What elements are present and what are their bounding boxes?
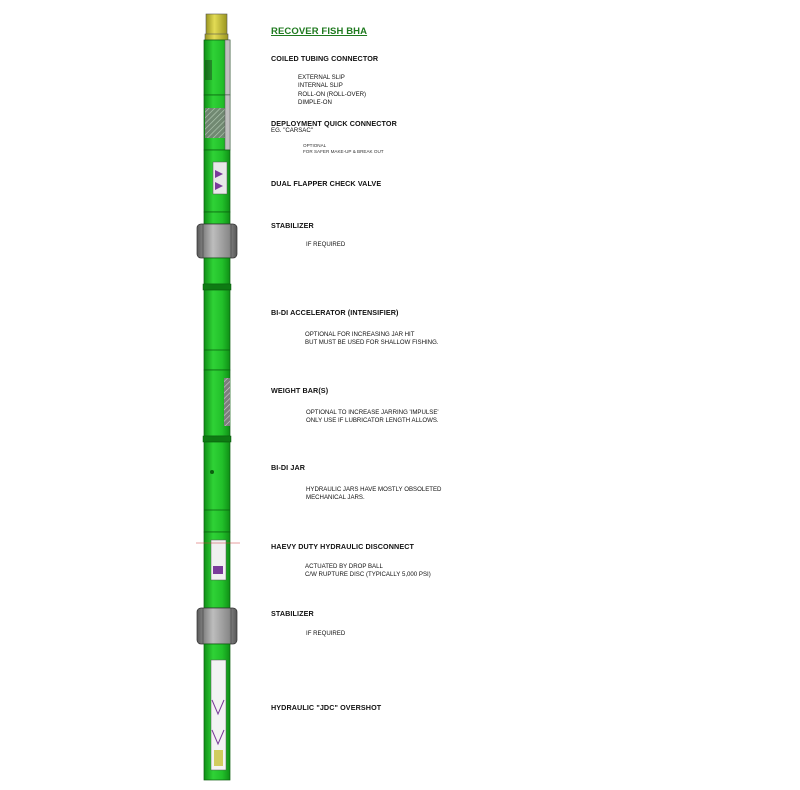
component-label: HYDRAULIC "JDC" OVERSHOT [271,703,382,712]
bi-di-accelerator-body [203,284,231,370]
stabilizer-lower [197,608,237,644]
coiled-tubing-connector-body [204,40,230,95]
top-fishing-neck [205,14,228,40]
component-note: OPTIONAL FOR INCREASING JAR HIT BUT MUST BE USED FOR SHALLOW FISHING. [305,331,439,347]
diagram-title: RECOVER FISH BHA [271,26,368,37]
jdc-overshot-body [204,644,230,780]
component-label: DUAL FLAPPER CHECK VALVE [271,179,382,188]
deployment-quick-connector-body [204,95,230,150]
weight-bar-body [203,370,231,442]
component-label: BI-DI JAR [271,463,306,472]
component-label: WEIGHT BAR(S) [271,386,329,395]
component-label: DEPLOYMENT QUICK CONNECTOR [271,119,397,128]
component-note: IF REQUIRED [306,630,346,637]
component-label: COILED TUBING CONNECTOR [271,54,379,63]
component-label: STABILIZER [271,221,314,230]
component-note: IF REQUIRED [306,241,346,248]
component-note: EXTERNAL SLIP INTERNAL SLIP ROLL-ON (ROLL-OVER) DIMPLE-ON [298,74,367,107]
dual-flapper-check-valve-body [204,150,230,212]
component-note: HYDRAULIC JARS HAVE MOSTLY OBSOLETED MECHANICAL JARS. [306,486,442,502]
bi-di-jar-body [204,442,230,532]
component-note: ACTUATED BY DROP BALL C/W RUPTURE DISC (TYPICALLY 5,000 PSI) [305,563,431,579]
component-small-note: OPTIONAL FOR SAFER MAKE-UP & BREAK OUT [303,143,384,155]
component-note: EG. "CARSAC" [271,127,313,134]
component-label: STABILIZER [271,609,314,618]
component-label: HAEVY DUTY HYDRAULIC DISCONNECT [271,542,415,551]
stabilizer-upper [197,212,237,284]
hydraulic-disconnect-body [196,532,240,608]
component-note: OPTIONAL TO INCREASE JARRING 'IMPULSE' ONLY USE IF LUBRICATOR LENGTH ALLOWS. [306,409,439,425]
component-label: BI-DI ACCELERATOR (INTENSIFIER) [271,308,399,317]
